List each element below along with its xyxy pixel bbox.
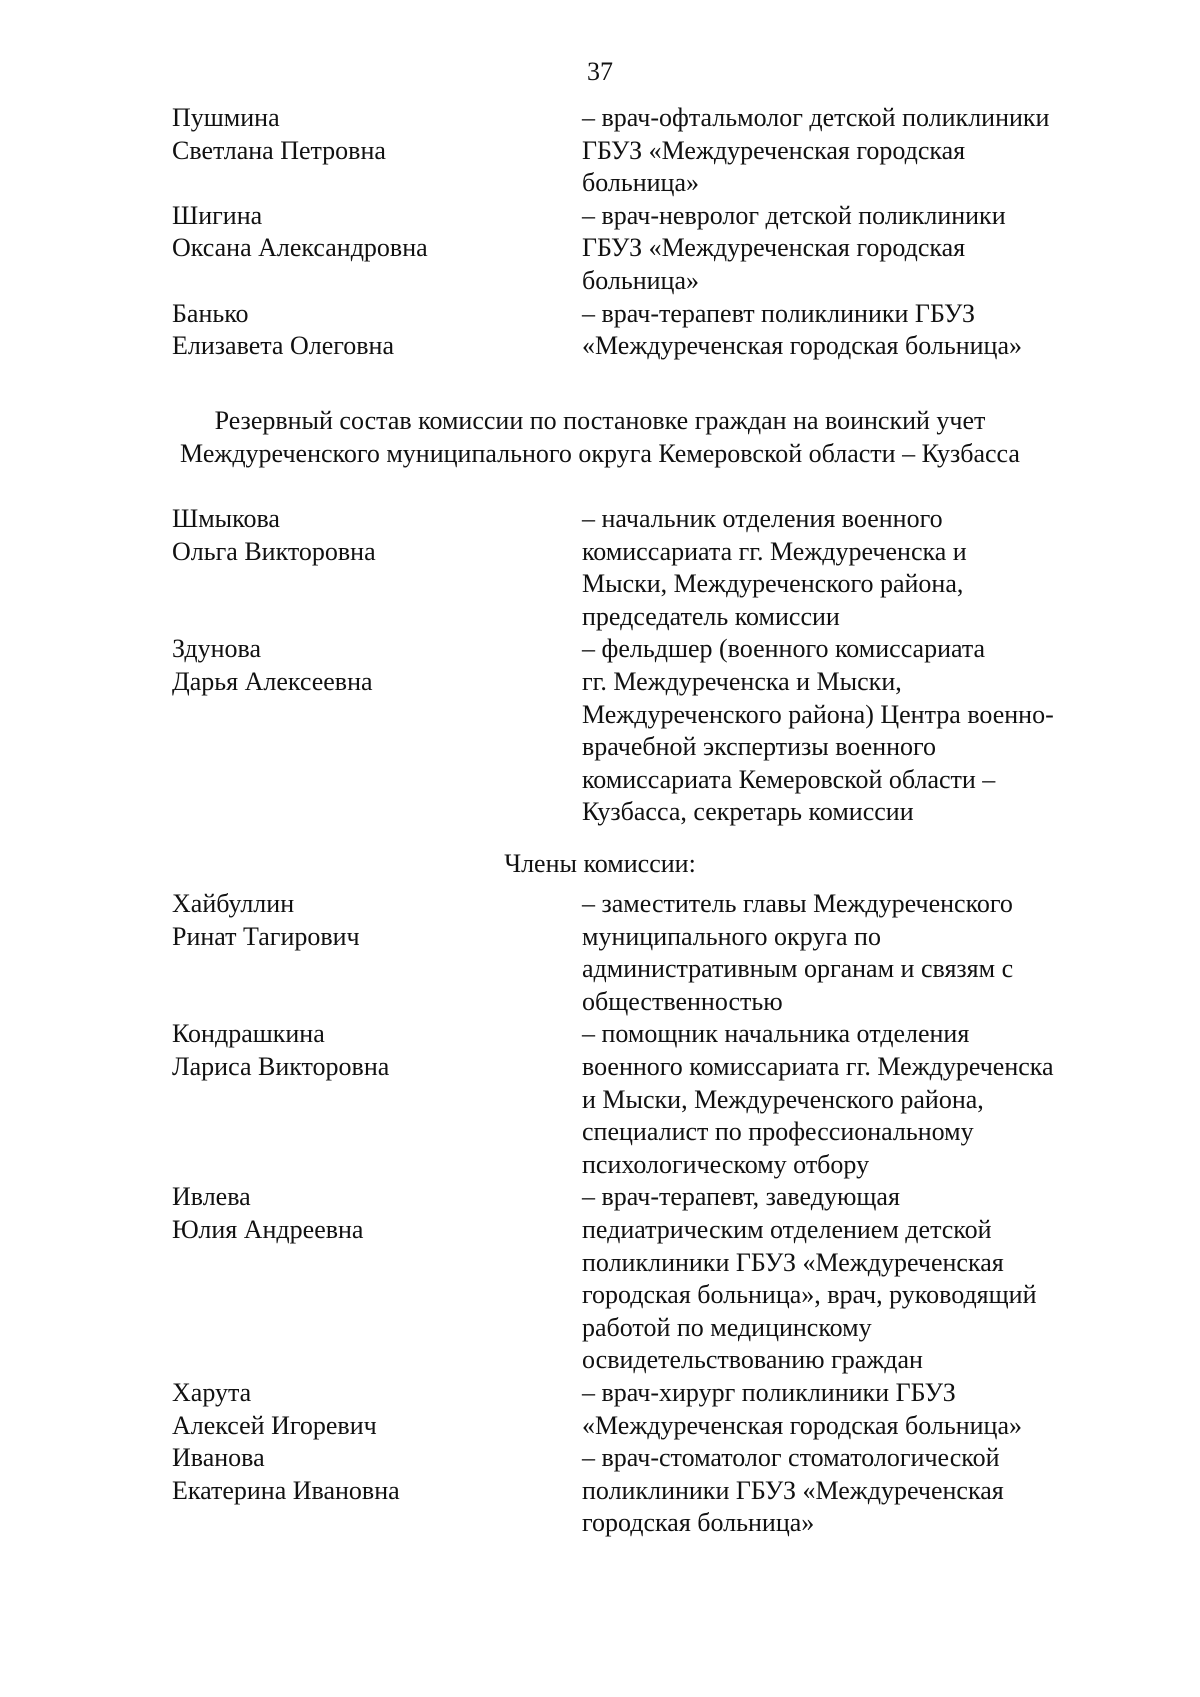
- heading-line: Резервный состав комиссии по постановке граждан на воинский учет: [214, 406, 986, 435]
- page-number: 37: [587, 57, 613, 86]
- list-item: [0, 503, 1200, 633]
- surname: Шмыкова: [172, 504, 280, 533]
- position-description: – врач-невролог детской поликлиники ГБУЗ «Междуреченская городская больница»: [582, 200, 1006, 295]
- list-item: [0, 888, 1200, 1018]
- position-description: – врач-терапевт, заведующая педиатрическим отделением детской поликлиники ГБУЗ «Междуреченская городская больница», врач, руководящий работой по медицинскому освидетельствованию граждан: [582, 1182, 1037, 1375]
- members-heading: [0, 848, 1200, 881]
- given-names: Юлия Андреевна: [172, 1214, 364, 1244]
- top-entries-list: [0, 102, 1200, 363]
- given-names: Елизавета Олеговна: [172, 331, 395, 361]
- surname: Шигина: [172, 200, 263, 230]
- position-description: – врач-офтальмолог детской поликлиники ГБУЗ «Междуреченская городская больница»: [582, 103, 1050, 198]
- position-description: – врач-хирург поликлиники ГБУЗ «Междуреченская городская больница»: [582, 1377, 1022, 1440]
- list-item: [0, 1377, 1200, 1442]
- member-entries-list: [0, 888, 1200, 1540]
- given-names: Екатерина Ивановна: [172, 1475, 400, 1505]
- position-description: – фельдшер (военного комиссариата гг. Междуреченска и Мыски, Междуреченского района) Центра военно- врачебной экспертизы военного комиссариата Кемеровской области – Кузбасса, секретарь комиссии: [582, 634, 1054, 827]
- list-item: [0, 102, 1200, 200]
- heading-line: Члены комиссии:: [504, 849, 696, 878]
- person-name: [0, 1018, 582, 1181]
- position-description: – заместитель главы Междуреченского муниципального округа по административным органам и связям с общественностью: [582, 889, 1014, 1016]
- given-names: Ольга Викторовна: [172, 536, 376, 566]
- list-item: [0, 298, 1200, 363]
- person-name: [0, 298, 582, 363]
- position-description: – начальник отделения военного комиссариата гг. Междуреченска и Мыски, Междуреченского района, председатель комиссии: [582, 504, 967, 631]
- surname: Ивлева: [172, 1182, 251, 1212]
- list-item: [0, 633, 1200, 829]
- position-description: – помощник начальника отделения военного комиссариата гг. Междуреченска и Мыски, Междуреченского района, специалист по профессиональному психологическому отбору: [582, 1019, 1054, 1179]
- person-name: [0, 200, 582, 298]
- surname: Здунова: [172, 634, 261, 664]
- heading-line: Междуреченского муниципального округа Кемеровской области – Кузбасса: [180, 438, 1020, 468]
- person-name: [0, 888, 582, 1018]
- surname: Кондрашкина: [172, 1019, 325, 1049]
- position-description: – врач-стоматолог стоматологической поликлиники ГБУЗ «Междуреченская городская больница»: [582, 1443, 1004, 1538]
- given-names: Дарья Алексеевна: [172, 666, 373, 696]
- position-description: – врач-терапевт поликлиники ГБУЗ «Междуреченская городская больница»: [582, 298, 1022, 361]
- surname: Пушмина: [172, 103, 280, 132]
- person-name: [0, 1442, 582, 1540]
- surname: Банько: [172, 298, 249, 328]
- list-item: [0, 200, 1200, 298]
- list-item: [0, 1018, 1200, 1181]
- person-name: [0, 503, 582, 633]
- leadership-entries-list: [0, 503, 1200, 829]
- surname: Хайбуллин: [172, 889, 295, 918]
- given-names: Лариса Викторовна: [172, 1051, 390, 1081]
- given-names: Ринат Тагирович: [172, 921, 360, 951]
- surname: Харута: [172, 1377, 252, 1407]
- list-item: [0, 1442, 1200, 1540]
- surname: Иванова: [172, 1443, 265, 1473]
- given-names: Алексей Игоревич: [172, 1410, 377, 1440]
- person-name: [0, 1181, 582, 1377]
- list-item: [0, 1181, 1200, 1377]
- person-name: [0, 102, 582, 200]
- person-name: [0, 633, 582, 829]
- person-name: [0, 1377, 582, 1442]
- reserve-composition-heading: [0, 405, 1200, 470]
- given-names: Оксана Александровна: [172, 233, 428, 263]
- given-names: Светлана Петровна: [172, 135, 386, 165]
